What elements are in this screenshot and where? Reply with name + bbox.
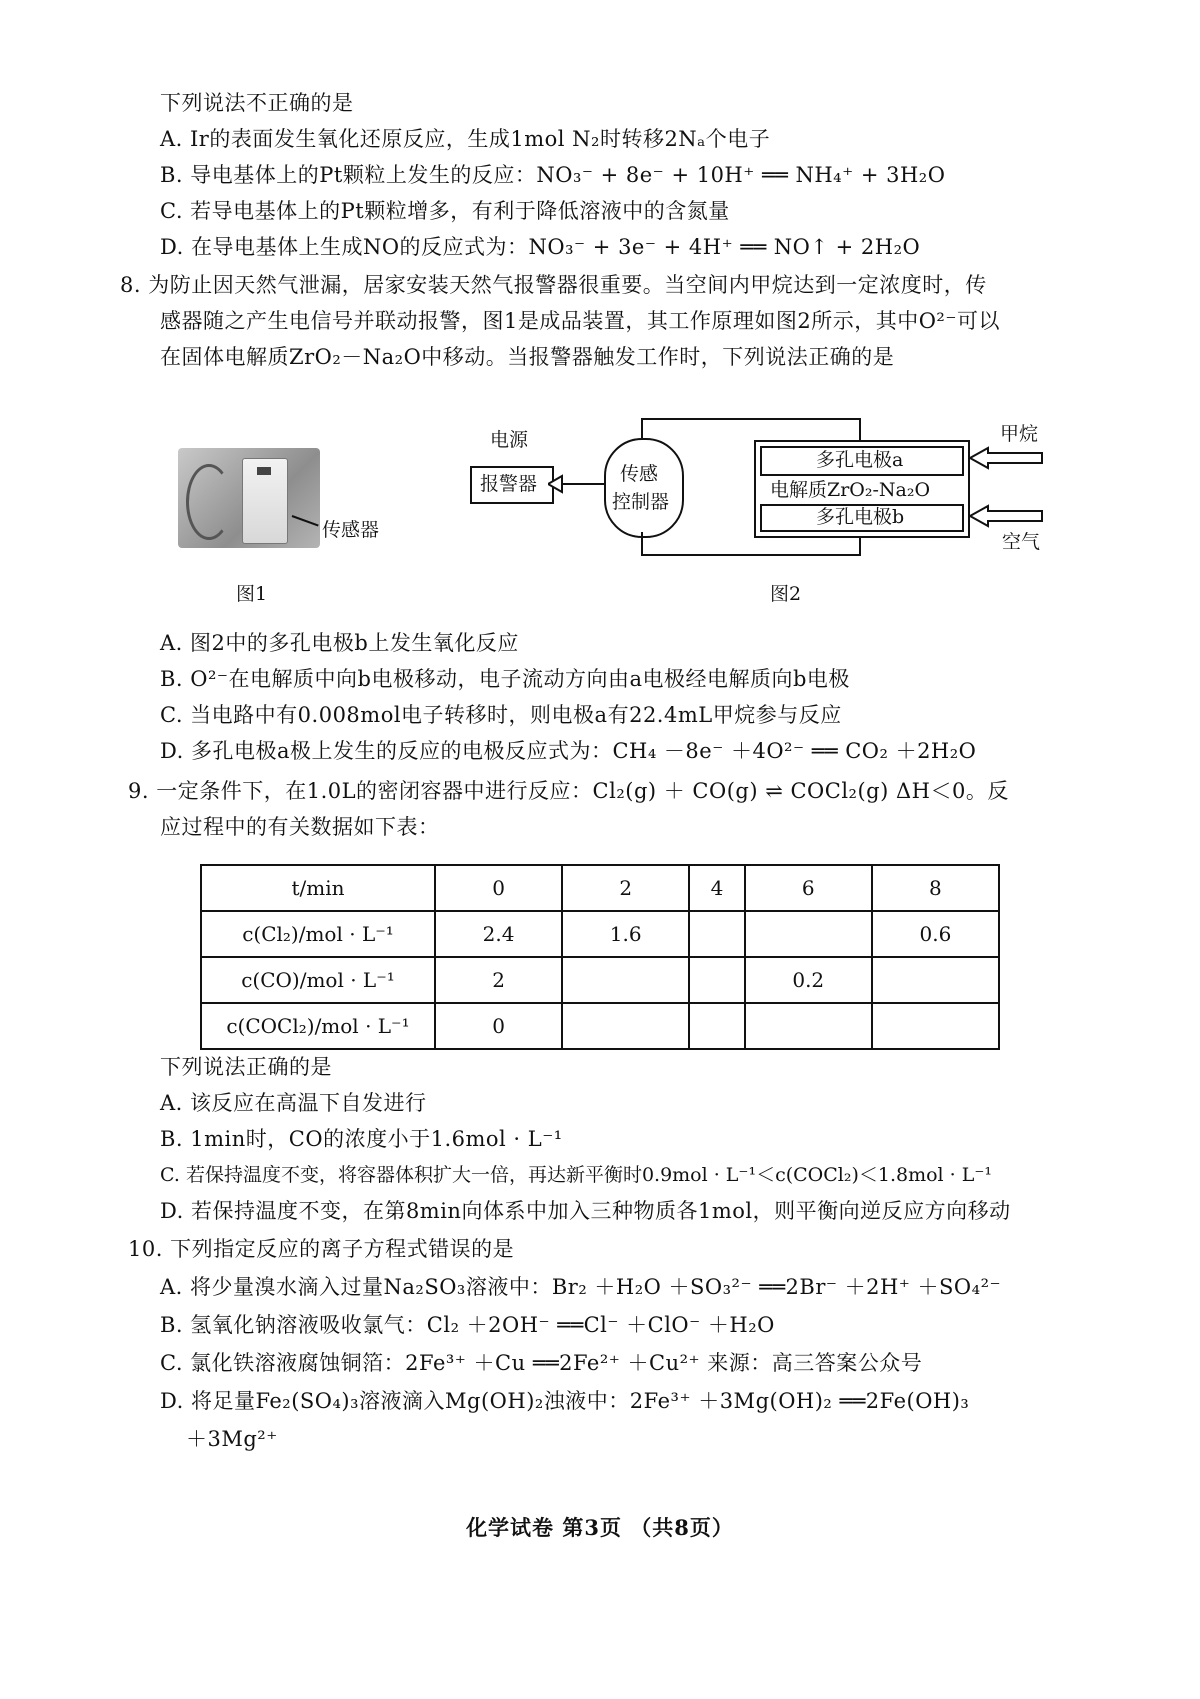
table-cell [689, 957, 744, 1003]
wire-bottom-h [641, 554, 861, 556]
q8-stem-line-2: 感器随之产生电信号并联动报警，图1是成品装置，其工作原理如图2所示，其中O²⁻可以 [160, 309, 1000, 333]
table-header-row [201, 865, 999, 911]
table-cell: 0.2 [745, 957, 872, 1003]
table-cell [689, 911, 744, 957]
electrode-b-label: 多孔电极b [816, 506, 905, 528]
alarm-label: 报警器 [480, 473, 538, 495]
table-row [201, 1003, 999, 1049]
q7-option-b: B. 导电基体上的Pt颗粒上发生的反应：NO₃⁻ + 8e⁻ + 10H⁺ ══ NH₄⁺ + 3H₂O [160, 163, 946, 187]
table-row [201, 911, 999, 957]
page-footer: 化学试卷 第3页 （共8页） [466, 1515, 734, 1540]
table-cell: c(Cl₂)/mol · L⁻¹ [201, 911, 435, 957]
q10-option-d-cont: ＋3Mg²⁺ [186, 1427, 278, 1451]
table-cell [745, 911, 872, 957]
q9-option-a: A. 该反应在高温下自发进行 [160, 1091, 427, 1115]
table-cell: 0.6 [872, 911, 999, 957]
table-cell [689, 1003, 744, 1049]
controller-label-1: 传感 [620, 463, 659, 485]
table-cell [872, 1003, 999, 1049]
table-cell [562, 1003, 689, 1049]
q8-option-a: A. 图2中的多孔电极b上发生氧化反应 [160, 631, 519, 655]
electrolyte-label: 电解质ZrO₂-Na₂O [770, 479, 931, 501]
table-row [201, 957, 999, 1003]
table-cell: c(COCl₂)/mol · L⁻¹ [201, 1003, 435, 1049]
q7-option-d: D. 在导电基体上生成NO的反应式为：NO₃⁻ + 3e⁻ + 4H⁺ ══ NO↑ + 2H₂O [160, 235, 921, 259]
table-cell: 2.4 [435, 911, 562, 957]
table-cell [562, 957, 689, 1003]
q10-option-a: A. 将少量溴水滴入过量Na₂SO₃溶液中：Br₂ ＋H₂O ＋SO₃²⁻ ══2Br⁻ ＋2H⁺ ＋SO₄²⁻ [160, 1275, 1002, 1299]
sensor-label: 传感器 [322, 519, 380, 541]
q10-option-d: D. 将足量Fe₂(SO₄)₃溶液滴入Mg(OH)₂浊液中：2Fe³⁺ ＋3Mg(OH)₂ ══2Fe(OH)₃ [160, 1389, 970, 1413]
sensor-controller [604, 438, 684, 538]
q10-stem: 10. 下列指定反应的离子方程式错误的是 [128, 1237, 515, 1261]
table-header-cell: 8 [872, 865, 999, 911]
table-header-cell: 2 [562, 865, 689, 911]
air-label: 空气 [1002, 531, 1041, 553]
q9-intro: 下列说法正确的是 [160, 1055, 332, 1079]
table-cell: 2 [435, 957, 562, 1003]
air-arrow-icon [968, 504, 1044, 528]
methane-label: 甲烷 [1000, 423, 1039, 445]
q8-stem-line-1: 8. 为防止因天然气泄漏，居家安装天然气报警器很重要。当空间内甲烷达到一定浓度时，传 [120, 273, 987, 297]
q7-option-a: A. Ir的表面发生氧化还原反应，生成1mol N₂时转移2Nₐ个电子 [160, 127, 771, 151]
methane-arrow-icon [968, 446, 1044, 470]
q9-stem-line-2: 应过程中的有关数据如下表： [160, 815, 440, 839]
data-table [200, 864, 1000, 1050]
table-header-cell: 0 [435, 865, 562, 911]
figure-1-caption: 图1 [236, 583, 268, 605]
q10-option-c: C. 氯化铁溶液腐蚀铜箔：2Fe³⁺ ＋Cu ══2Fe²⁺ ＋Cu²⁺ 来源：高三答案公众号 [160, 1351, 923, 1375]
q8-stem-line-3: 在固体电解质ZrO₂－Na₂O中移动。当报警器触发工作时，下列说法正确的是 [160, 345, 895, 369]
table-header-cell: t/min [201, 865, 435, 911]
wire-top-h [641, 418, 861, 420]
q9-option-b: B. 1min时，CO的浓度小于1.6mol · L⁻¹ [160, 1127, 563, 1151]
electrode-a-label: 多孔电极a [816, 449, 904, 471]
table-cell: 1.6 [562, 911, 689, 957]
arrow-left-icon [548, 474, 564, 494]
q8-option-d: D. 多孔电极a极上发生的反应的电极反应式为：CH₄ －8e⁻ ＋4O²⁻ ══ CO₂ ＋2H₂O [160, 739, 977, 763]
q7-option-c: C. 若导电基体上的Pt颗粒增多，有利于降低溶液中的含氮量 [160, 199, 730, 223]
cable-icon [186, 464, 232, 540]
power-label: 电源 [490, 429, 529, 451]
figure-2-caption: 图2 [770, 583, 802, 605]
q9-option-c: C. 若保持温度不变，将容器体积扩大一倍，再达新平衡时0.9mol · L⁻¹＜c(COCl₂)＜1.8mol · L⁻¹ [160, 1164, 993, 1186]
table-header-cell: 6 [745, 865, 872, 911]
table-header-cell: 4 [689, 865, 744, 911]
table-cell: c(CO)/mol · L⁻¹ [201, 957, 435, 1003]
q8-option-b: B. O²⁻在电解质中向b电极移动，电子流动方向由a电极经电解质向b电极 [160, 667, 850, 691]
wire-top [641, 418, 643, 440]
sensor-device-icon [242, 458, 288, 544]
q9-option-d: D. 若保持温度不变，在第8min向体系中加入三种物质各1mol，则平衡向逆反应方向移动 [160, 1199, 1011, 1223]
table-cell: 0 [435, 1003, 562, 1049]
table-cell [872, 957, 999, 1003]
wire-top-right [859, 418, 861, 440]
q10-option-b: B. 氢氧化钠溶液吸收氯气：Cl₂ ＋2OH⁻ ══Cl⁻ ＋ClO⁻ ＋H₂O [160, 1313, 775, 1337]
controller-label-2: 控制器 [612, 491, 670, 513]
q7-intro: 下列说法不正确的是 [160, 91, 354, 115]
q8-option-c: C. 当电路中有0.008mol电子转移时，则电极a有22.4mL甲烷参与反应 [160, 703, 842, 727]
q9-stem-line-1: 9. 一定条件下，在1.0L的密闭容器中进行反应：Cl₂(g) ＋ CO(g) ⇌ COCl₂(g) ΔH＜0。反 [128, 779, 1009, 803]
table-cell [745, 1003, 872, 1049]
wire-bottom [641, 532, 643, 556]
